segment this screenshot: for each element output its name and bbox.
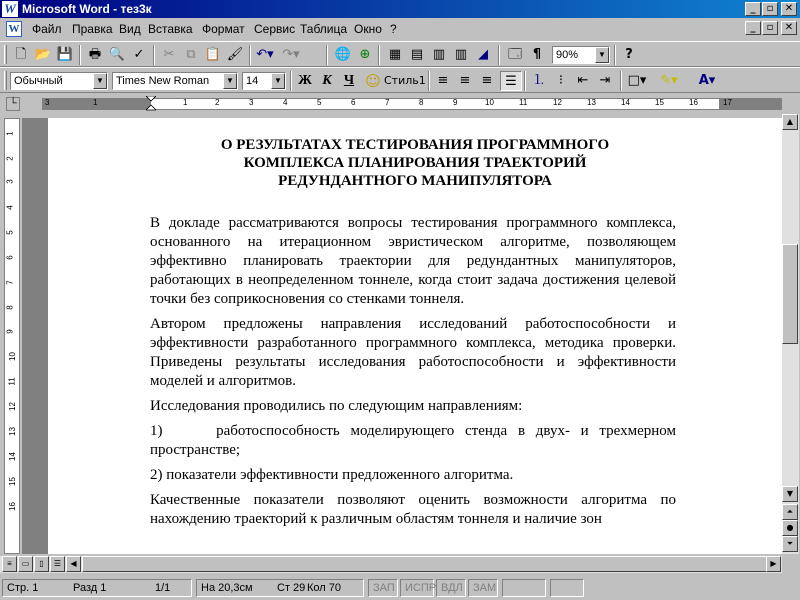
help-icon[interactable]: ? — [625, 47, 633, 62]
italic-button[interactable]: К — [322, 73, 332, 88]
ruler-number: 9 — [5, 329, 15, 334]
status-spelling — [550, 579, 584, 597]
toolbar-grip[interactable] — [4, 71, 7, 90]
document-title — [48, 136, 782, 190]
save-icon[interactable]: 💾 — [56, 47, 74, 62]
web-toolbar-icon[interactable]: 🌐 — [334, 47, 352, 62]
tables-borders-icon[interactable]: ▦ — [388, 47, 402, 62]
title-line: О РЕЗУЛЬТАТАХ ТЕСТИРОВАНИЯ ПРОГРАММНОГО — [220, 137, 610, 153]
ruler-number: 13 — [7, 427, 17, 436]
font-size-value: 14 — [246, 75, 259, 87]
horizontal-ruler[interactable] — [0, 94, 800, 114]
ruler-number: 15 — [7, 477, 17, 486]
highlight-icon[interactable]: ✎▾ — [660, 73, 678, 88]
paragraph: Автором предложены направления исследований работоспособности и эффективности разработанного программного комплекса, методика проверки. Приведены результаты исследования работоспособности и эффективности моделей и алгоритмов. — [150, 316, 676, 389]
borders-icon[interactable]: □▾ — [627, 73, 647, 88]
ruler-number: 8 — [5, 305, 15, 310]
ruler-number: 16 — [7, 502, 17, 511]
ruler-number: 6 — [5, 255, 15, 260]
status-column: Кол 70 — [307, 582, 341, 594]
ruler-number: 6 — [351, 98, 356, 107]
bold-button[interactable]: Ж — [298, 73, 312, 88]
status-language — [502, 579, 546, 597]
font-select[interactable] — [112, 72, 238, 90]
status-at: На 20,3см — [201, 582, 253, 594]
horizontal-scrollbar[interactable] — [0, 556, 782, 573]
title-line: РЕДУНДАНТНОГО МАНИПУЛЯТОРА — [278, 173, 552, 189]
show-hide-icon[interactable]: ¶ — [532, 47, 542, 62]
ruler-number: 10 — [485, 98, 494, 107]
next-page-icon[interactable]: ⏷ — [782, 536, 798, 552]
menu-format[interactable]: Формат — [202, 22, 245, 36]
document-page[interactable] — [48, 118, 782, 554]
status-page: Стр. 1 — [7, 582, 39, 594]
ruler-number: 9 — [453, 98, 458, 107]
ruler-number: 5 — [317, 98, 322, 107]
columns-icon[interactable]: ▥ — [454, 47, 468, 62]
menu-help[interactable]: ? — [390, 22, 397, 36]
align-center-icon[interactable]: ≡ — [459, 73, 471, 88]
scroll-left-icon[interactable]: ◀ — [66, 556, 81, 572]
drawing-icon[interactable]: ◢ — [478, 47, 488, 62]
ruler-number: 8 — [419, 98, 424, 107]
scroll-down-icon[interactable]: ▼ — [782, 486, 798, 502]
ruler-number: 1 — [93, 98, 98, 107]
ruler-number: 13 — [587, 98, 596, 107]
ruler-number: 12 — [7, 402, 17, 411]
smiley-icon[interactable]: ☺ — [365, 72, 381, 90]
spelling-icon[interactable]: ✓ — [133, 47, 145, 62]
ruler-number: 4 — [283, 98, 288, 107]
ruler-number: 4 — [5, 205, 15, 210]
minimize-button[interactable]: _ — [745, 2, 761, 16]
bullets-icon[interactable]: ⁝ — [558, 73, 564, 88]
open-folder-icon[interactable]: 📂 — [34, 47, 52, 62]
formatting-toolbar — [0, 67, 800, 93]
font-color-icon[interactable]: A▾ — [698, 73, 716, 88]
menu-insert[interactable]: Вставка — [148, 22, 193, 36]
ruler-number: 5 — [5, 230, 15, 235]
vertical-ruler[interactable] — [4, 118, 20, 554]
word-app-icon[interactable]: W — [2, 1, 18, 17]
numbering-icon[interactable]: ⒈ — [532, 73, 546, 88]
paragraph: 1) работоспособность моделирующего стенда в двух- и трехмерном пространстве; — [150, 423, 676, 458]
format-painter-icon[interactable]: 🖌 — [226, 47, 244, 62]
chevron-down-icon[interactable]: ▼ — [271, 73, 285, 89]
title-bar[interactable] — [0, 0, 800, 18]
status-section: Разд 1 — [73, 582, 107, 594]
ruler-number: 11 — [7, 377, 17, 386]
menu-table[interactable]: Таблица — [300, 22, 348, 36]
ruler-number: 2 — [215, 98, 220, 107]
hyperlink-icon[interactable]: ⊕ — [359, 47, 371, 62]
ruler-number: 10 — [7, 352, 17, 361]
tab-selector-icon[interactable]: └ — [6, 97, 20, 111]
redo-icon[interactable]: ↷▾ — [282, 47, 300, 62]
copy-icon[interactable]: ⧉ — [186, 47, 196, 62]
previous-page-icon[interactable]: ⏶ — [782, 504, 798, 520]
print-preview-icon[interactable]: 🔍 — [108, 47, 126, 62]
web-view-icon[interactable]: ▭ — [18, 556, 33, 572]
insert-excel-icon[interactable]: ▥ — [432, 47, 446, 62]
chevron-down-icon[interactable]: ▼ — [595, 47, 609, 63]
underline-button[interactable]: Ч — [343, 73, 355, 88]
status-extend[interactable]: ВДЛ — [436, 579, 466, 597]
vertical-scrollbar[interactable] — [782, 114, 799, 554]
align-right-icon[interactable]: ≡ — [481, 73, 493, 88]
insert-table-icon[interactable]: ▤ — [410, 47, 424, 62]
toolbar-grip[interactable] — [4, 45, 7, 64]
justify-icon[interactable]: ☰ — [500, 71, 522, 91]
status-page-section — [2, 579, 192, 597]
paragraph: Исследования проводились по следующим направлениям: — [150, 398, 523, 414]
status-position — [196, 579, 364, 597]
ruler-number: 2 — [5, 156, 15, 161]
ruler-number: 14 — [7, 452, 17, 461]
window-title: Microsoft Word - тез3к — [22, 2, 152, 16]
title-line: КОМПЛЕКСА ПЛАНИРОВАНИЯ ТРАЕКТОРИЙ — [243, 155, 587, 171]
hscroll-thumb[interactable] — [82, 556, 772, 572]
maximize-button[interactable]: ▫ — [762, 2, 778, 16]
status-pages: 1/1 — [155, 582, 171, 594]
close-button[interactable]: ✕ — [781, 2, 797, 16]
new-document-icon[interactable]: 🗋 — [15, 47, 27, 62]
font-value: Times New Roman — [116, 75, 210, 87]
style-select[interactable] — [10, 72, 108, 90]
document-area[interactable] — [22, 118, 782, 554]
chevron-down-icon[interactable]: ▼ — [93, 73, 107, 89]
doc-minimize-button[interactable]: _ — [745, 21, 761, 35]
font-size-select[interactable] — [242, 72, 286, 90]
status-track[interactable]: ИСПР — [400, 579, 434, 597]
paragraph: Качественные показатели позволяют оценить возможности алгоритма по нахождению траекторий к различным областям тоннеля и наличие зон — [150, 492, 676, 527]
align-left-icon[interactable]: ≡ — [437, 73, 449, 88]
ruler-number: 1 — [5, 131, 15, 136]
menu-view[interactable]: Вид — [119, 22, 141, 36]
style1-button[interactable]: Стиль1 — [384, 74, 426, 87]
ruler-number: 1 — [183, 98, 188, 107]
zoom-select[interactable] — [552, 46, 610, 64]
paste-icon[interactable]: 📋 — [204, 47, 222, 62]
menu-edit[interactable]: Правка — [72, 22, 113, 36]
browse-object-icon[interactable]: ● — [782, 520, 798, 536]
ruler-number: 3 — [45, 98, 50, 107]
outline-view-icon[interactable]: ☰ — [50, 556, 65, 572]
ruler-number: 12 — [553, 98, 562, 107]
ruler-number: 7 — [5, 280, 15, 285]
menu-tools[interactable]: Сервис — [254, 22, 296, 36]
print-layout-icon[interactable]: ▯ — [34, 556, 49, 572]
doc-close-button[interactable]: ✕ — [781, 21, 797, 35]
style-value: Обычный — [14, 75, 63, 87]
ruler-number: 15 — [655, 98, 664, 107]
chevron-down-icon[interactable]: ▼ — [223, 73, 237, 89]
zoom-value: 90% — [556, 49, 579, 61]
document-map-icon[interactable]: 🗔 — [507, 47, 523, 62]
menu-file[interactable]: Файл — [32, 22, 62, 36]
paragraph: 2) показатели эффективности предложенного алгоритма. — [150, 467, 514, 483]
scroll-right-icon[interactable]: ▶ — [766, 556, 781, 572]
ruler-number: 3 — [5, 179, 15, 184]
indent-marker-icon[interactable] — [146, 96, 156, 112]
ruler-number: 7 — [385, 98, 390, 107]
undo-icon[interactable]: ↶▾ — [256, 47, 274, 62]
scroll-thumb[interactable] — [782, 244, 798, 344]
document-body[interactable] — [150, 214, 676, 535]
ruler-number: 11 — [519, 98, 528, 107]
status-bar — [0, 576, 800, 600]
ruler-number: 16 — [689, 98, 698, 107]
print-icon[interactable]: 🖶 — [88, 47, 102, 62]
menu-window[interactable]: Окно — [354, 22, 382, 36]
normal-view-icon[interactable]: ≡ — [2, 556, 17, 572]
increase-indent-icon[interactable]: ⇥ — [599, 73, 611, 88]
standard-toolbar — [0, 41, 800, 67]
ruler-number: 14 — [621, 98, 630, 107]
status-line: Ст 29 — [277, 582, 306, 594]
ruler-number: 17 — [723, 98, 732, 107]
menu-bar — [0, 18, 800, 40]
doc-restore-button[interactable]: ▫ — [762, 21, 778, 35]
cut-icon[interactable]: ✂ — [163, 47, 175, 62]
ruler-number: 3 — [249, 98, 254, 107]
scroll-up-icon[interactable]: ▲ — [782, 114, 798, 130]
ruler-track[interactable] — [42, 98, 782, 110]
status-overtype[interactable]: ЗАМ — [468, 579, 498, 597]
paragraph: В докладе рассматриваются вопросы тестирования программного комплекса, основанного на итерационном эвристическом алгоритме, позволяющем эффективно планировать траектории для редундантных манипуляторов, работающих в неопределенном тоннеле, когда стоит задача достижения целевой точки без соприкосновения со стенками тоннеля. — [150, 215, 676, 307]
status-rec[interactable]: ЗАП — [368, 579, 398, 597]
document-icon[interactable]: W — [6, 21, 22, 37]
decrease-indent-icon[interactable]: ⇤ — [577, 73, 589, 88]
